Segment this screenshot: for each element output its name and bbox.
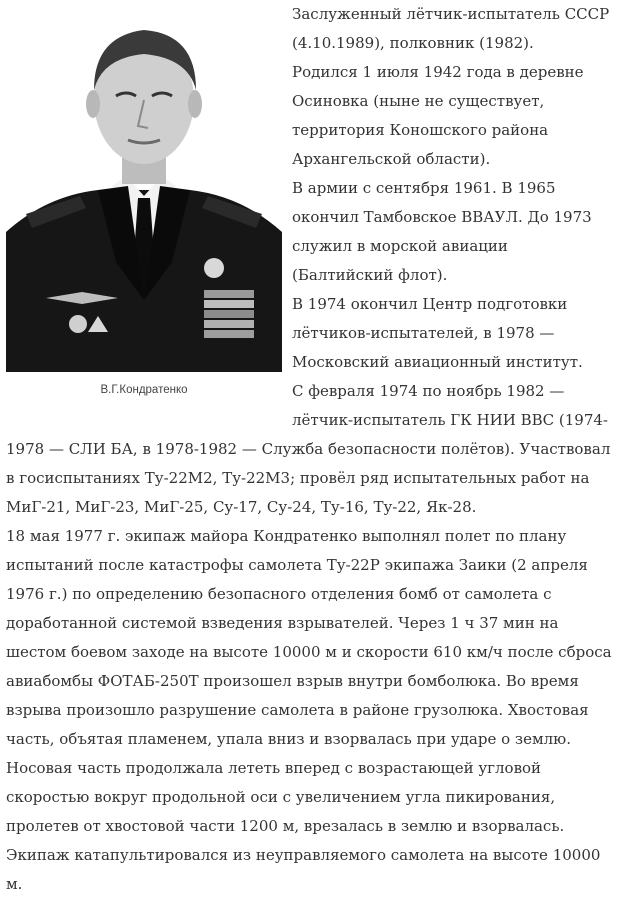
article [6,0,614,899]
paragraph-title: Заслуженный лётчик-испытатель СССР (4.10.1989), полковник (1982). [292,5,610,52]
paragraph-education: В 1974 окончил Центр подготовки лётчиков-испытателей, в 1978 — Московский авиационный институт. [292,295,583,371]
portrait-photo [6,0,282,372]
paragraph-career: С февраля 1974 по ноябрь 1982 — лётчик-испытатель ГК НИИ ВВС (1974-1978 — СЛИ БА, в 1978-1982 — Служба безопасности полётов). Участвовал в госиспытаниях Ту-22М2, Ту-22М3; провёл ряд испытательных работ на МиГ-21, МиГ-23, МиГ-25, Су-17, Су-24, Ту-16, Ту-22, Як-28. [6,382,611,516]
portrait-caption: В.Г.Кондратенко [100,384,188,396]
portrait-figure [6,0,282,418]
paragraph-army: В армии с сентября 1961. В 1965 окончил Тамбовское ВВАУЛ. До 1973 служил в морской авиации (Балтийский флот). [292,179,592,284]
paragraph-birth: Родился 1 июля 1942 года в деревне Осиновка (ныне не существует, территория Коношского района Архангельской области). [292,63,584,168]
paragraph-incident: 18 мая 1977 г. экипаж майора Кондратенко выполнял полет по плану испытаний после катастрофы самолета Ту-22Р экипажа Заики (2 апреля 1976 г.) по определению безопасного отделения бомб от самолета с доработанной системой взведения взрывателей. Через 1 ч 37 мин на шестом боевом заходе на высоте 10000 м и скорости 610 км/ч после сброса авиабомбы ФОТАБ-250Т произошел взрыв внутри бомболюка. Во время взрыва произошло разрушение самолета в районе грузолюка. Хвостовая часть, объятая пламенем, упала вниз и взорвалась при ударе о землю. Носовая часть продолжала лететь вперед с возрастающей угловой скоростью вокруг продольной оси с увеличением угла пикирования, пролетев от хвостовой части 1200 м, врезалась в землю и взорвалась. Экипаж катапультировался из неуправляемого самолета на высоте 10000 м. [6,527,612,893]
